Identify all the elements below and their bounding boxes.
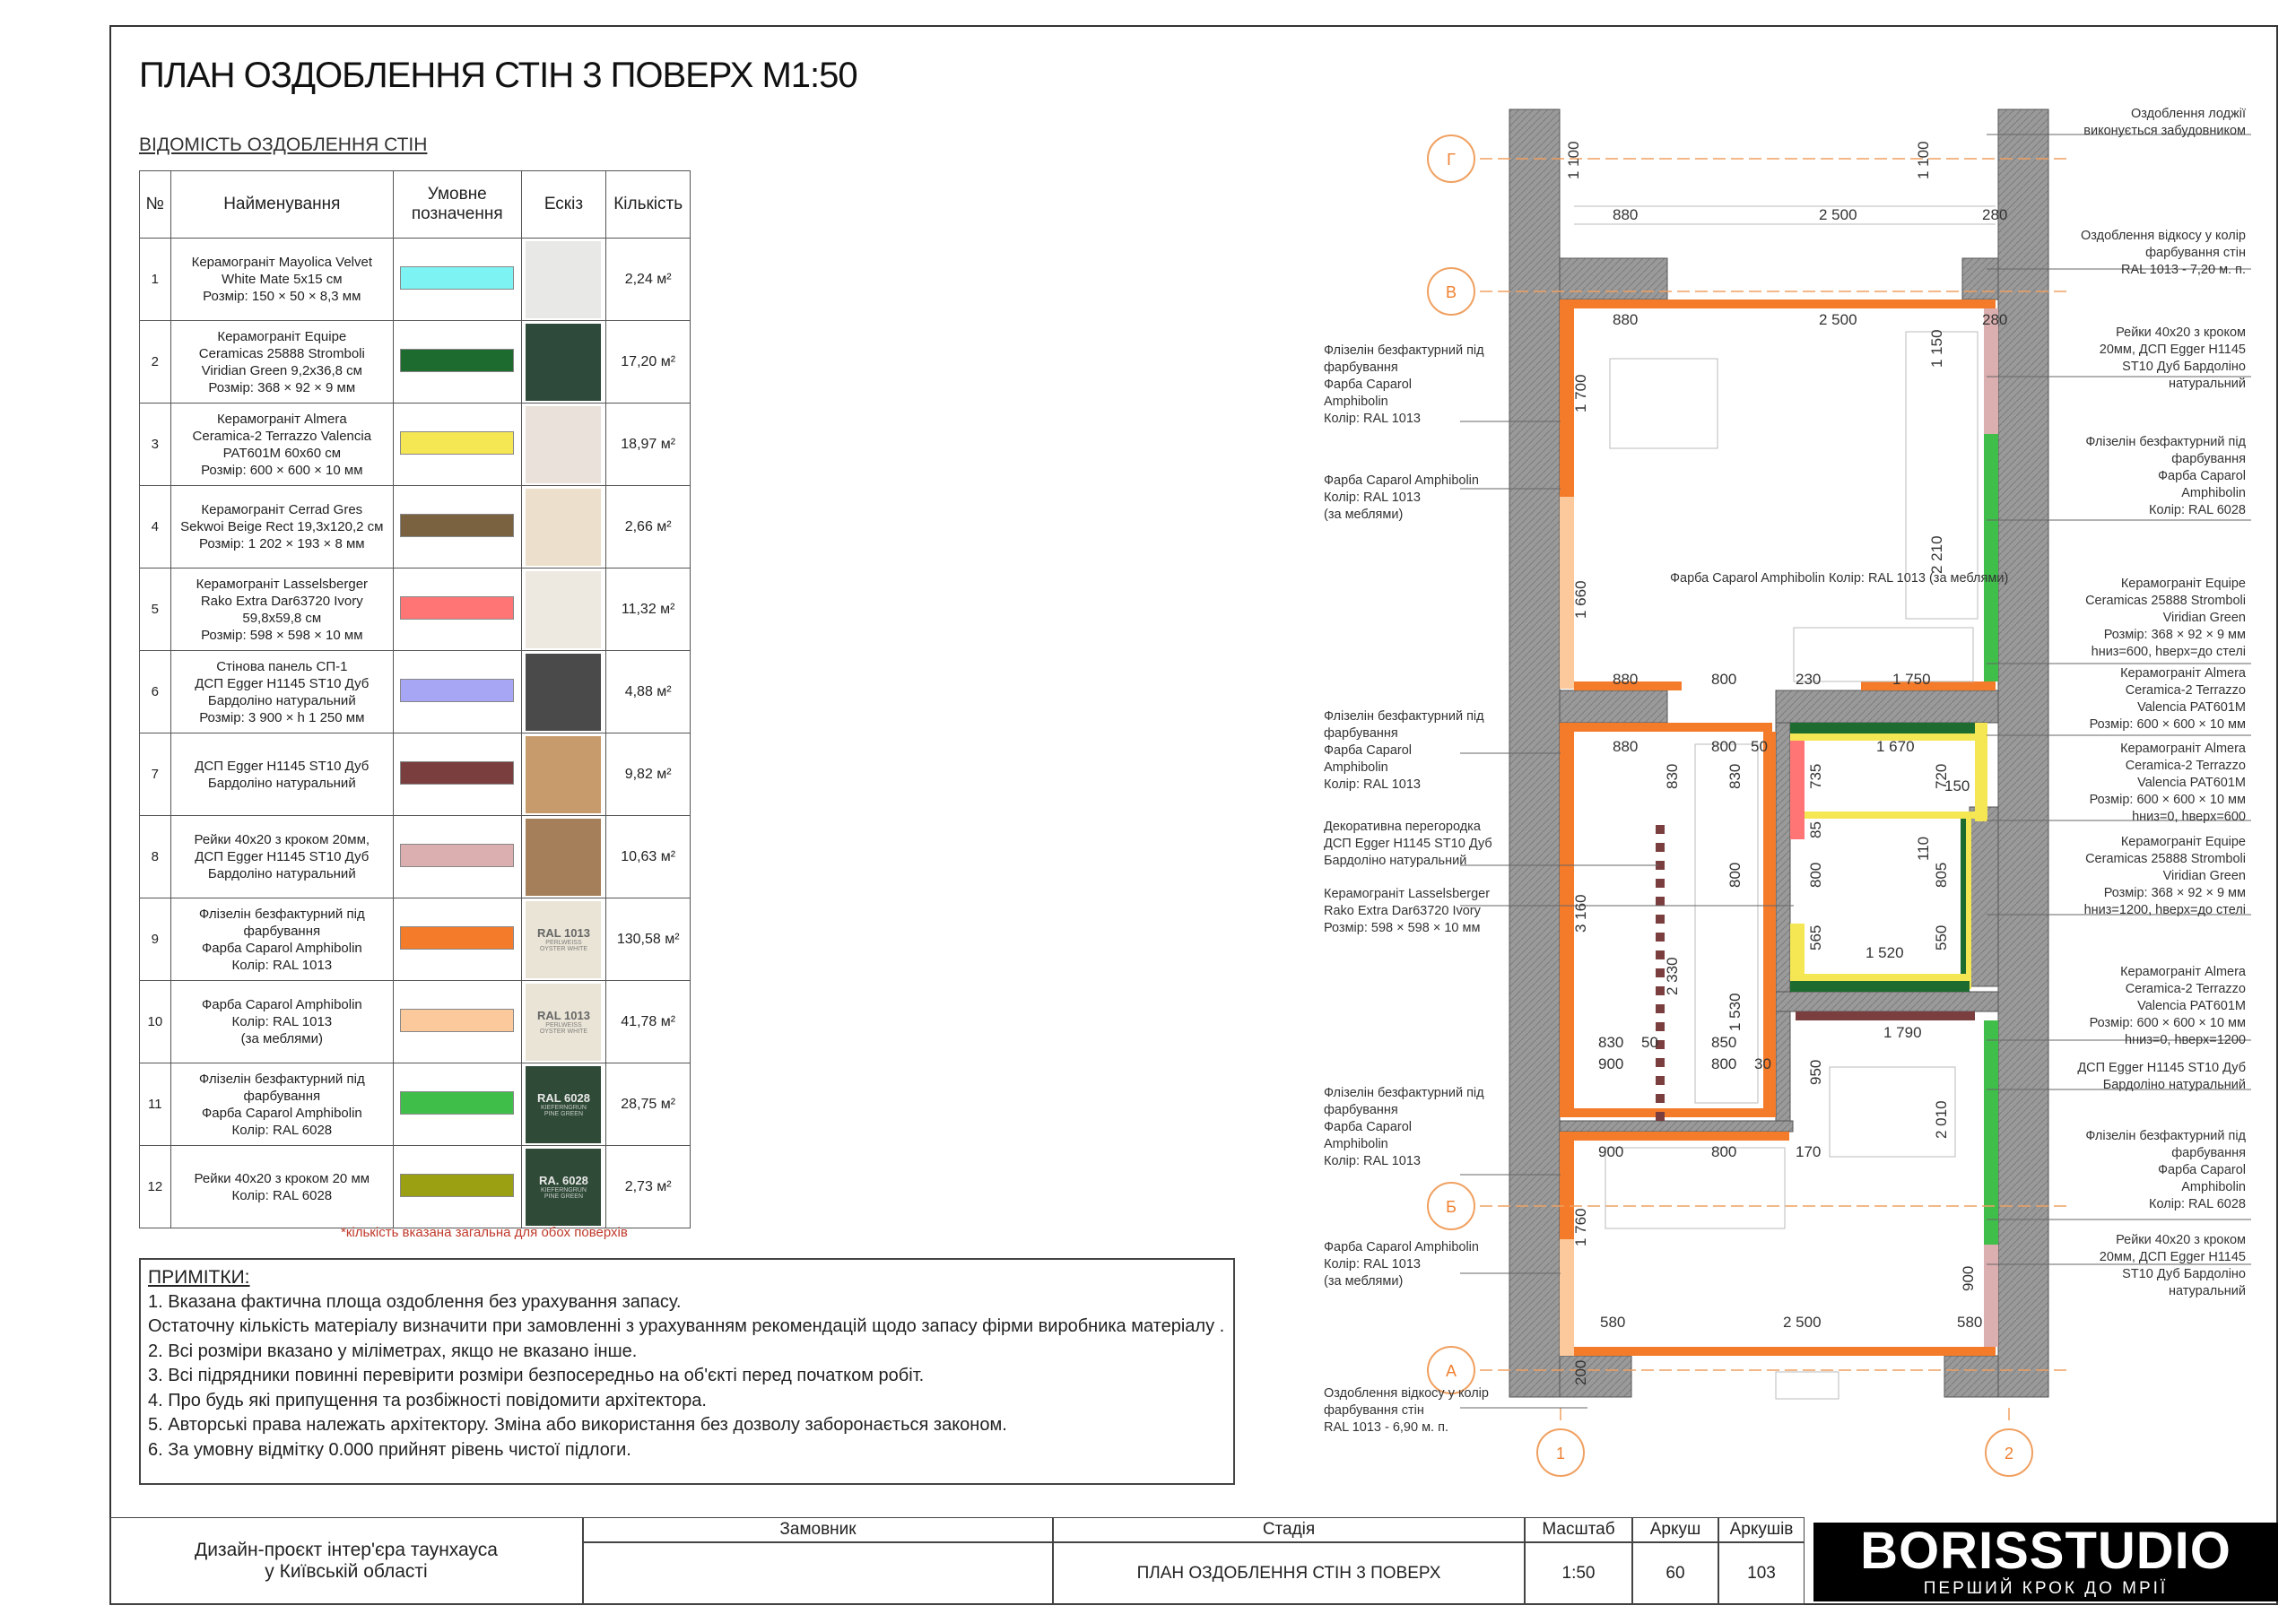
col-qty: Кількість <box>606 171 691 239</box>
row-no: 12 <box>140 1146 171 1228</box>
row-name-line: Ceramicas 25888 Stromboli <box>198 345 365 361</box>
room-label: Фарба Caparol Amphibolin Колір: RAL 1013 (за меблями) <box>1670 571 2009 586</box>
finish-green <box>1984 434 1998 681</box>
finish-orange <box>1677 723 1772 732</box>
row-name-line: Колір: RAL 6028 <box>231 1122 333 1138</box>
row-qty: 4,88 м² <box>606 651 691 733</box>
wall-seg <box>1776 992 1998 1011</box>
col-name: Найменування <box>170 171 393 239</box>
row-name-line: Колір: RAL 6028 <box>231 1187 333 1203</box>
axis-g-label: Г <box>1447 151 1456 169</box>
dimension-label: 50 <box>1751 738 1768 755</box>
client-label: Замовник <box>583 1517 1053 1542</box>
dimension-label: 565 <box>1807 924 1824 950</box>
dimension-label: 280 <box>1982 206 2008 223</box>
dimension-label: 1 100 <box>1565 141 1582 179</box>
sketch-sub: PERLWEISS OYSTER WHITE <box>539 1022 588 1035</box>
finish-peach <box>1560 1239 1574 1356</box>
sheet-name: ПЛАН ОЗДОБЛЕННЯ СТІН 3 ПОВЕРХ <box>1053 1542 1525 1605</box>
scale-value: 1:50 <box>1525 1542 1632 1605</box>
dimension-label: 280 <box>1982 311 2008 328</box>
sketch-sub: KIEFERNGRÜN PINE GREEN <box>540 1187 587 1200</box>
row-name-line: Бардоліно натуральний <box>207 866 356 881</box>
row-name-line: Sekwoi Beige Rect 19,3х120,2 см <box>180 519 384 534</box>
note-line: 4. Про будь які припущення та розбіжності повідомити архітектора. <box>148 1390 707 1410</box>
row-no: 2 <box>140 321 171 404</box>
axis-1-label: 1 <box>1555 1445 1566 1462</box>
dimension-label: 800 <box>1711 738 1737 755</box>
row-name-line: Розмір: 150 × 50 × 8,3 мм <box>203 289 361 304</box>
footnote: *кількість вказана загальна для обох поверхів <box>341 1225 628 1240</box>
finish-dark-green <box>1790 723 1979 733</box>
dimension-label: 900 <box>1960 1265 1977 1291</box>
dimension-label: 830 <box>1726 763 1744 789</box>
row-name-line: Viridian Green 9,2х36,8 см <box>201 362 362 378</box>
dimension-label: 2 500 <box>1819 311 1857 328</box>
sketch-code: RAL 1013 <box>536 1009 590 1022</box>
annotation-left: Флізелін безфактурний під фарбування Фарба Caparol Amphibolin Колір: RAL 1013 <box>1324 709 1484 792</box>
row-name-line: ДСП Egger H1145 ST10 Дуб <box>195 849 370 864</box>
row-name-line: White Mate 5х15 см <box>222 272 343 287</box>
dimension-label: 2 500 <box>1819 206 1857 223</box>
dimension-label: 150 <box>1944 777 1970 794</box>
dimension-label: 2 330 <box>1664 957 1681 995</box>
finish-wood <box>1796 1011 1975 1020</box>
dimension-label: 230 <box>1796 671 1822 688</box>
annotation-left: Оздоблення відкосу у колір фарбування стін RAL 1013 - 6,90 м. п. <box>1324 1386 1489 1435</box>
dimension-label: 830 <box>1664 763 1681 789</box>
annotation-right: Флізелін безфактурний під фарбування Фарба Caparol Amphibolin Колір: RAL 6028 <box>2085 435 2246 517</box>
col-sketch: Ескіз <box>521 171 606 239</box>
annotation-right: Керамограніт Equipe Ceramicas 25888 Stromboli Viridian Green Розмір: 368 × 92 × 9 мм hниз=600, hверх=до стелі <box>2085 577 2246 659</box>
wall-seg <box>1776 1011 1790 1128</box>
row-name-line: Рейки 40х20 з кроком 20мм, <box>194 832 370 847</box>
annotation-right: Оздоблення відкосу у колір фарбування стін RAL 1013 - 7,20 м. п. <box>2081 229 2246 277</box>
dimension-label: 830 <box>1598 1034 1624 1051</box>
annotation-left: Фарба Caparol Amphibolin Колір: RAL 1013 (за меблями) <box>1324 473 1479 522</box>
row-no: 3 <box>140 404 171 486</box>
dimension-label: 800 <box>1807 862 1824 888</box>
row-qty: 130,58 м² <box>606 898 691 981</box>
sketch-sub: PERLWEISS OYSTER WHITE <box>539 940 588 952</box>
row-qty: 2,73 м² <box>606 1146 691 1228</box>
finish-orange <box>1574 299 1996 308</box>
dimension-label: 880 <box>1613 671 1639 688</box>
row-no: 11 <box>140 1063 171 1146</box>
row-name-line: Колір: RAL 1013 <box>231 1014 333 1029</box>
row-name-line: Керамограніт Almera <box>216 411 347 427</box>
wall-seg <box>1970 807 1998 986</box>
dimension-label: 1 520 <box>1866 944 1904 961</box>
annotation-right: Оздоблення лоджії виконується забудовником <box>2083 107 2246 138</box>
finish-yellow <box>1975 723 1987 821</box>
scale-label: Масштаб <box>1525 1517 1632 1542</box>
page-title: ПЛАН ОЗДОБЛЕННЯ СТІН 3 ПОВЕРХ М1:50 <box>139 56 857 95</box>
row-name-line: (за меблями) <box>240 1031 323 1046</box>
sketch-code: RAL 6028 <box>536 1091 590 1105</box>
dimension-label: 800 <box>1711 1143 1737 1160</box>
row-name-line: Керамограніт Cerrad Gres <box>201 502 363 517</box>
finish-orange <box>1574 1132 1789 1141</box>
dimension-label: 550 <box>1933 924 1950 950</box>
dimension-label: 735 <box>1807 763 1824 789</box>
notes-heading: ПРИМІТКИ: <box>148 1267 250 1288</box>
dimension-label: 900 <box>1598 1143 1624 1160</box>
row-name-line: Rako Extra Dar63720 Ivory <box>200 593 363 609</box>
dimension-label: 1 760 <box>1572 1208 1589 1246</box>
dimension-label: 30 <box>1754 1055 1771 1072</box>
col-symbol: Умовне позначення <box>393 171 521 239</box>
row-name-line: Керамограніт Lasselsberger <box>196 576 369 592</box>
dimension-label: 2 210 <box>1928 535 1945 574</box>
row-no: 5 <box>140 568 171 651</box>
row-name-line: Розмір: 3 900 × h 1 250 мм <box>199 709 365 725</box>
row-name-line: ДСП Egger H1145 ST10 Дуб <box>195 675 370 691</box>
row-name-line: Стінова панель СП-1 <box>216 658 348 674</box>
note-line: 2. Всі розміри вказано у міліметрах, якщо не вказано інше. <box>148 1341 638 1361</box>
axis-2-label: 2 <box>2004 1445 2014 1462</box>
dimension-label: 720 <box>1933 763 1950 789</box>
row-qty: 18,97 м² <box>606 404 691 486</box>
axis-v-label: В <box>1445 283 1457 301</box>
dimension-label: 1 790 <box>1883 1024 1922 1041</box>
dimension-label: 580 <box>1600 1314 1626 1331</box>
row-qty: 28,75 м² <box>606 1063 691 1146</box>
annotation-left: Фарба Caparol Amphibolin Колір: RAL 1013 (за меблями) <box>1324 1240 1479 1289</box>
wall-seg <box>1776 723 1790 992</box>
row-no: 4 <box>140 486 171 568</box>
annotation-right: ДСП Egger H1145 ST10 Дуб Бардоліно натуральний <box>2077 1061 2246 1092</box>
row-name-line: Колір: RAL 1013 <box>231 957 333 973</box>
axis-b-label: Б <box>1446 1198 1457 1216</box>
dimension-label: 1 660 <box>1572 580 1589 619</box>
annotation-left: Декоративна перегородка ДСП Egger H1145 ST10 Дуб Бардоліно натуральний <box>1324 820 1492 868</box>
dimension-label: 800 <box>1711 671 1737 688</box>
note-line: 5. Авторські права належать архітектору. Зміна або використання без дозволу заборонається законом. <box>148 1415 1007 1435</box>
row-qty: 2,66 м² <box>606 486 691 568</box>
dimension-label: 110 <box>1915 836 1932 861</box>
row-no: 8 <box>140 816 171 898</box>
note-line: 1. Вказана фактична площа оздоблення без урахування запасу. <box>148 1291 682 1312</box>
sheet-number: 60 <box>1632 1542 1718 1605</box>
dimension-label: 1 670 <box>1876 738 1915 755</box>
row-no: 1 <box>140 239 171 321</box>
annotation-right: Керамограніт Almera Ceramica-2 Terrazzo Valencia PAT601M Розмір: 600 × 600 × 10 мм hниз=0, hверх=600 <box>2089 742 2246 824</box>
row-name-line: Бардоліно натуральний <box>207 692 356 708</box>
sheets-label: Аркушів <box>1718 1517 1805 1542</box>
dimension-label: 880 <box>1613 311 1639 328</box>
finish-orange <box>1574 1108 1776 1117</box>
row-name-line: фарбування <box>243 923 321 939</box>
row-name-line: PAT601M 60х60 см <box>222 445 342 461</box>
row-qty: 41,78 м² <box>606 981 691 1063</box>
sketch-code: RA. 6028 <box>538 1174 588 1187</box>
wall-right <box>1998 109 2048 1397</box>
logo-name: BORISSTUDIO <box>1860 1522 2231 1580</box>
annotation-right: Флізелін безфактурний під фарбування Фарба Caparol Amphibolin Колір: RAL 6028 <box>2085 1129 2246 1211</box>
dimension-label: 800 <box>1726 862 1744 888</box>
annotation-right: Керамограніт Almera Ceramica-2 Terrazzo Valencia PAT601M Розмір: 600 × 600 × 10 мм hниз=0, hверх=1200 <box>2089 965 2246 1047</box>
dimension-label: 2 500 <box>1783 1314 1822 1331</box>
col-no: № <box>140 171 171 239</box>
wall-seg <box>1560 1121 1793 1132</box>
logo-tagline: ПЕРШИЙ КРОК ДО МРІЇ <box>1923 1579 2169 1598</box>
dimension-label: 1 750 <box>1892 671 1931 688</box>
row-name-line: Бардоліно натуральний <box>207 775 356 791</box>
row-name-line: Рейки 40х20 з кроком 20 мм <box>194 1170 370 1186</box>
dimension-label: 580 <box>1957 1314 1983 1331</box>
schedule-title: ВІДОМІСТЬ ОЗДОБЛЕННЯ СТІН <box>139 135 428 155</box>
row-qty: 10,63 м² <box>606 816 691 898</box>
row-name-line: 59,8х59,8 см <box>242 610 322 626</box>
row-no: 9 <box>140 898 171 981</box>
row-no: 10 <box>140 981 171 1063</box>
finish-dark-green <box>1961 819 1966 989</box>
finish-orange <box>1574 723 1680 732</box>
studio-logo <box>1813 1523 2278 1601</box>
dimension-label: 1 150 <box>1928 329 1945 368</box>
annotation-right: Керамограніт Equipe Ceramicas 25888 Stromboli Viridian Green Розмір: 368 × 92 × 9 мм hниз=1200, hверх=до стелі <box>2083 835 2246 917</box>
wall-seg <box>1560 690 1667 723</box>
dimension-label: 1 700 <box>1572 374 1589 412</box>
dimension-label: 1 530 <box>1726 993 1744 1031</box>
row-name-line: Керамограніт Mayolica Velvet <box>191 255 373 270</box>
wall-seg <box>1962 258 1998 299</box>
dimension-label: 2 010 <box>1933 1100 1950 1139</box>
dimension-label: 900 <box>1598 1055 1624 1072</box>
wall-seg <box>1560 1356 1631 1397</box>
annotation-right: Рейки 40х20 з кроком 20мм, ДСП Egger H1145 ST10 Дуб Бардоліно натуральний <box>2099 325 2246 391</box>
row-qty: 2,24 м² <box>606 239 691 321</box>
dimension-label: 800 <box>1711 1055 1737 1072</box>
row-name-line: Ceramica-2 Terrazzo Valencia <box>192 428 372 444</box>
note-line: Остаточну кількість матеріалу визначити при замовленні з урахуванням рекомендацій щодо запасу фірми виробника матеріалу . <box>148 1316 1225 1336</box>
row-name-line: Керамограніт Equipe <box>217 328 347 344</box>
dimension-label: 880 <box>1613 206 1639 223</box>
row-name-line: Розмір: 598 × 598 × 10 мм <box>201 627 363 643</box>
row-name-line: Фарба Caparol Amphibolin <box>201 997 362 1012</box>
dimension-label: 880 <box>1613 738 1639 755</box>
dimension-label: 170 <box>1796 1143 1822 1160</box>
finish-yellow <box>1805 812 1975 819</box>
row-name-line: Флізелін безфактурний під <box>198 906 365 922</box>
annotation-right: Керамограніт Almera Ceramica-2 Terrazzo Valencia PAT601M Розмір: 600 × 600 × 10 мм <box>2089 666 2246 732</box>
dimension-label: 850 <box>1711 1034 1737 1051</box>
sheets-total: 103 <box>1718 1542 1805 1605</box>
dimension-label: 950 <box>1807 1059 1824 1085</box>
row-name-line: Флізелін безфактурний під <box>198 1071 365 1087</box>
row-name-line: ДСП Egger H1145 ST10 Дуб <box>195 758 370 774</box>
annotation-right: Рейки 40х20 з кроком 20мм, ДСП Egger H1145 ST10 Дуб Бардоліно натуральний <box>2099 1233 2246 1298</box>
dimension-label: 85 <box>1807 821 1824 838</box>
sketch-code: RAL 1013 <box>536 926 590 940</box>
row-no: 6 <box>140 651 171 733</box>
finish-dark-green <box>1790 981 1970 992</box>
row-qty: 17,20 м² <box>606 321 691 404</box>
row-name-line: Фарба Caparol Amphibolin <box>201 940 362 956</box>
dimension-label: 805 <box>1933 862 1950 888</box>
dimension-label: 200 <box>1572 1359 1589 1385</box>
annotation-left: Флізелін безфактурний під фарбування Фарба Caparol Amphibolin Колір: RAL 1013 <box>1324 1086 1484 1168</box>
dimension-label: 3 160 <box>1572 894 1589 933</box>
row-name-line: Розмір: 1 202 × 193 × 8 мм <box>199 536 365 551</box>
dimension-label: 50 <box>1641 1034 1658 1051</box>
row-qty: 11,32 м² <box>606 568 691 651</box>
finish-orange <box>1574 1347 1996 1356</box>
row-name-line: Фарба Caparol Amphibolin <box>201 1105 362 1121</box>
client-value <box>583 1542 1053 1605</box>
note-line: 6. За умовну відмітку 0.000 прийнят рівень чистої підлоги. <box>148 1439 631 1460</box>
row-no: 7 <box>140 733 171 816</box>
project-name: Дизайн-проєкт інтер'єра таунхауса у Київській області <box>109 1517 583 1605</box>
axis-a-label: А <box>1445 1362 1457 1380</box>
finish-pink <box>1790 741 1805 839</box>
stage-label: Стадія <box>1053 1517 1525 1542</box>
sketch-sub: KIEFERNGRÜN PINE GREEN <box>540 1105 587 1117</box>
row-name-line: Розмір: 368 × 92 × 9 мм <box>208 379 356 395</box>
note-line: 3. Всі підрядники повинні перевірити розміри безпосередньо на об'єкті перед початком робіт. <box>148 1366 925 1385</box>
annotation-left: Флізелін безфактурний під фарбування Фарба Caparol Amphibolin Колір: RAL 1013 <box>1324 343 1484 426</box>
wall-seg <box>1560 258 1667 299</box>
annotation-left: Керамограніт Lasselsberger Rako Extra Dar63720 Ivory Розмір: 598 × 598 × 10 мм <box>1324 887 1491 935</box>
dimension-label: 1 100 <box>1915 141 1932 179</box>
wall-seg <box>1776 690 1998 723</box>
wall-seg <box>1944 1356 1998 1397</box>
row-name-line: фарбування <box>243 1088 321 1104</box>
row-name-line: Розмір: 600 × 600 × 10 мм <box>201 462 363 478</box>
row-qty: 9,82 м² <box>606 733 691 816</box>
sheet-label: Аркуш <box>1632 1517 1718 1542</box>
finish-rails <box>1984 1245 1998 1347</box>
finish-yellow <box>1790 974 1970 981</box>
finish-green <box>1984 1020 1998 1245</box>
